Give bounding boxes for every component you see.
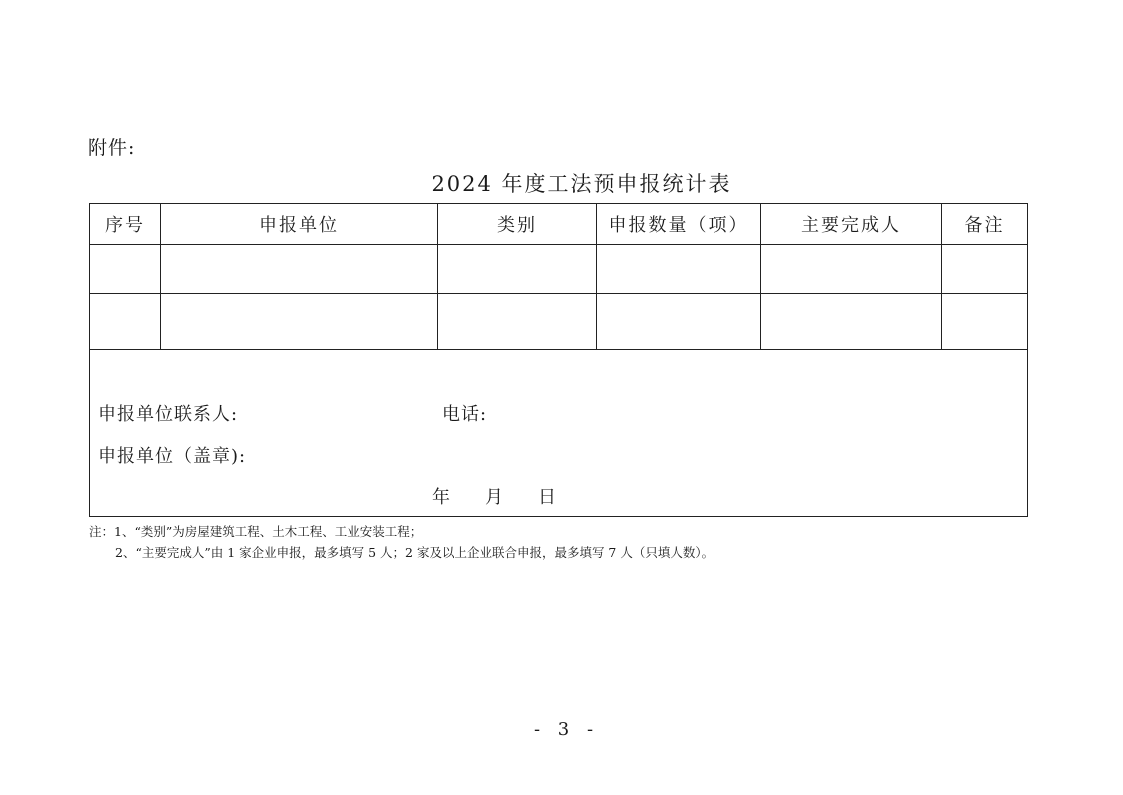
contact-person-label: 申报单位联系人: — [98, 404, 239, 425]
table-footer-row — [90, 350, 1028, 517]
footer-content — [90, 350, 1027, 516]
date-year-label: 年 — [432, 487, 451, 508]
date-day-label: 日 — [538, 487, 557, 508]
table-header-row — [90, 204, 1028, 245]
seal-label: 申报单位（盖章): — [98, 446, 247, 467]
table-cell-remarks[interactable] — [942, 245, 1028, 294]
table-cell-category[interactable] — [438, 245, 597, 294]
header-remarks: 备注 — [942, 204, 1028, 245]
notes — [89, 521, 714, 563]
header-category: 类别 — [438, 204, 597, 245]
table-cell-serial-number[interactable] — [90, 245, 161, 294]
attachment-label: 附件: — [88, 137, 136, 159]
phone-label: 电话: — [442, 404, 488, 425]
date-month-label: 月 — [485, 487, 504, 508]
note-line: 2、“主要完成人”由 1 家企业申报，最多填写 5 人；2 家及以上企业联合申报，最多填写 7 人（只填人数）。 — [115, 545, 715, 560]
note-line: 注：1、“类别”为房屋建筑工程、土木工程、工业安装工程； — [89, 524, 423, 539]
table-row — [90, 245, 1028, 294]
statistics-table — [89, 203, 1028, 517]
table-cell-serial-number[interactable] — [90, 294, 161, 350]
document-title: 2024 年度工法预申报统计表 — [431, 172, 732, 196]
table-row — [90, 294, 1028, 350]
date-line — [432, 483, 557, 509]
table-cell-application-count[interactable] — [597, 294, 761, 350]
header-serial-number: 序号 — [90, 204, 161, 245]
header-application-count: 申报数量（项） — [597, 204, 761, 245]
table-cell-remarks[interactable] — [942, 294, 1028, 350]
table-cell-main-contributors[interactable] — [761, 294, 942, 350]
table-cell-application-count[interactable] — [597, 245, 761, 294]
table-cell-category[interactable] — [438, 294, 597, 350]
header-main-contributors: 主要完成人 — [761, 204, 942, 245]
table-footer-cell — [90, 350, 1028, 517]
header-applicant-unit: 申报单位 — [161, 204, 438, 245]
table-cell-main-contributors[interactable] — [761, 245, 942, 294]
page-number: - 3 - — [533, 719, 600, 740]
table-cell-applicant-unit[interactable] — [161, 245, 438, 294]
table-cell-applicant-unit[interactable] — [161, 294, 438, 350]
